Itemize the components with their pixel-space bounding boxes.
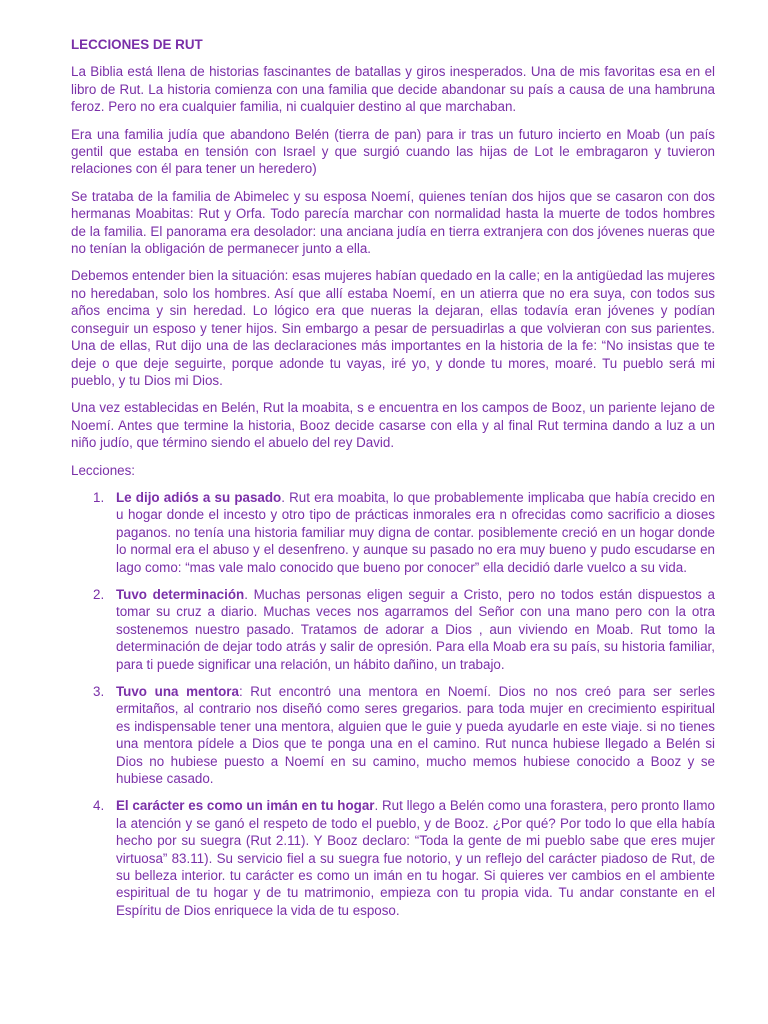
- lessons-label: Lecciones:: [71, 462, 136, 478]
- document-title: LECCIONES DE RUT: [71, 37, 203, 52]
- lessons-list: [71, 489, 715, 919]
- lesson-text: : Rut encontró una mentora en Noemí. Dios no nos creó para ser serles ermitaños, al contrario nos diseñó como seres gregarios. para toda mujer en crecimiento espiritual es indispensable tener una mentora, alguien que le guie y pueda ayudarle en este viaje. si no tienes una mentora pídele a Dios que te ponga una en el camino. Rut nunca hubiese llegado a Belén si Dios no hubiese puesto a Noemí en su camino, mucho memos hubiese conocido a Booz y se hubiese casado.: [116, 684, 715, 787]
- lesson-lead: El carácter es como un imán en tu hogar: [116, 798, 375, 814]
- lesson-text: . Rut era moabita, lo que probablemente implicaba que había crecido en u hogar donde el incesto y otro tipo de prácticas inmorales era n ofrecidas como sacrificio a dioses paganos. no tenía una historia familiar muy digna de contar. posiblemente creció en un hogar donde lo normal era el abuso y el desenfreno. y aunque su pasado no era muy bueno y pudo escudarse en lago como: “mas vale malo conocido que bueno por conocer” ella decidió darle vuelco a su vida.: [116, 489, 715, 575]
- lesson-text: . Muchas personas eligen seguir a Cristo, pero no todos están dispuestos a tomar su cruz a diario. Muchas veces nos agarramos del Señor con una mano pero con la otra sostenemos nuestro pasado. Tratamos de adorar a Dios , aun viviendo en Moab. Rut tomo la determinación de dejar todo atrás y salir de opresión. Para ella Moab era su país, su historia familiar, para ti puede significar una relación, un hábito dañino, un trabajo.: [116, 586, 715, 672]
- lesson-number: 3.: [93, 684, 105, 699]
- paragraph-belen: Una vez establecidas en Belén, Rut la moabita, s e encuentra en los campos de Booz, un pariente lejano de Noemí. Antes que termine la historia, Booz decide casarse con ella y al final Rut termina dando a luz a un niño judío, que término siendo el abuelo del rey David.: [71, 400, 715, 451]
- lesson-number: 1.: [93, 489, 105, 505]
- lesson-lead: Tuvo una mentora: [116, 684, 239, 699]
- lesson-lead: Le dijo adiós a su pasado: [116, 489, 282, 505]
- lesson-item: [71, 586, 715, 673]
- lesson-lead: Tuvo determinación: [116, 586, 245, 602]
- lesson-number: 2.: [93, 586, 105, 602]
- lesson-item: [71, 489, 715, 576]
- lesson-item: [71, 797, 715, 919]
- document-page: [71, 36, 715, 929]
- paragraph-intro: La Biblia está llena de historias fascinantes de batallas y giros inesperados. Una de mis favoritas esa en el libro de Rut. La historia comienza con una familia que decide abandonar su país a causa de una hambruna feroz. Pero no era cualquier familia, ni cualquier destino al que marchaban.: [71, 64, 715, 115]
- lesson-item: [71, 683, 715, 787]
- paragraph-abimelec: Se trataba de la familia de Abimelec y su esposa Noemí, quienes tenían dos hijos que se casaron con dos hermanas Moabitas: Rut y Orfa. Todo parecía marchar con normalidad hasta la muerte de todos hombres de la familia. El panorama era desolador: una anciana judía en tierra extranjera con dos jóvenes nueras que no tenían la obligación de permanecer junto a ella.: [71, 188, 715, 257]
- lesson-text: . Rut llego a Belén como una forastera, pero pronto llamo la atención y se ganó el respeto de todo el pueblo, y de Booz. ¿Por qué? Por todo lo que ella había hecho por su suegra (Rut 2.11). Y Booz declaro: “Toda la gente de mi pueblo sabe que eres mujer virtuosa” 83.11). Su servicio fiel a su suegra fue notorio, y un reflejo del carácter piadoso de Rut, de su belleza interior. tu carácter es como un imán en tu hogar. Si quieres ver cambios en el ambiente espiritual de tu hogar y de tu matrimonio, empieza con tu propia vida. Tu andar constante en el Espíritu de Dios enriquece la vida de tu esposo.: [116, 798, 716, 918]
- paragraph-situation: Debemos entender bien la situación: esas mujeres habían quedado en la calle; en la antigüedad las mujeres no heredaban, solo los hombres. Así que allí estaba Noemí, en un atierra que no era suya, con todos sus años encima y sin heredad. Lo lógico era que nueras la dejaran, ellas todavía eran jóvenes y podían conseguir un esposo y tener hijos. Sin embargo a pesar de persuadirlas a que volvieran con sus parientes. Una de ellas, Rut dijo una de las declaraciones más importantes en la historia de la fe: “No insistas que te deje o que deje seguirte, porque adonde tu vayas, iré yo, y donde tu mores, moaré. Tu pueblo será mi pueblo, y tu Dios mi Dios.: [71, 268, 715, 388]
- paragraph-family: Era una familia judía que abandono Belén (tierra de pan) para ir tras un futuro incierto en Moab (un país gentil que estaba en tensión con Israel y que surgió cuando las hijas de Lot le embragaron y tuvieron relaciones con él para tener un heredero): [71, 126, 715, 177]
- lesson-number: 4.: [93, 798, 105, 814]
